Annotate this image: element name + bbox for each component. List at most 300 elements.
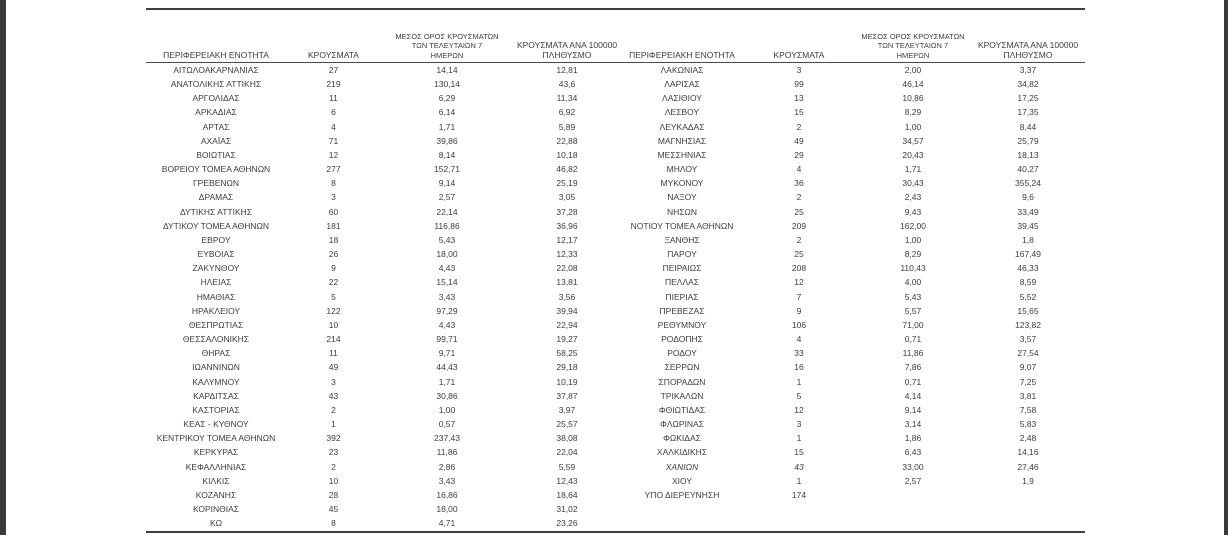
right-per100k-cell: 17,35: [1017, 107, 1039, 118]
left-avg7-cell: 3,43: [438, 291, 456, 302]
right-per100k-cell: 33,49: [1017, 206, 1039, 217]
right-avg7-cell: 9,43: [904, 206, 922, 217]
left-avg7-cell: 152,71: [434, 164, 460, 175]
table-row: [146, 318, 1085, 332]
left-avg7-cell: 237,43: [434, 433, 460, 444]
right-region-cell: ΝΗΣΩΝ: [666, 206, 698, 217]
left-avg7-cell: 2,86: [438, 461, 456, 472]
left-region-cell: ΗΜΑΘΙΑΣ: [196, 291, 236, 302]
right-per100k-cell: 2,48: [1019, 433, 1037, 444]
per100k-header-line2: ΠΛΗΘΥΣΜΟ: [1003, 50, 1053, 60]
left-avg7-cell: 9,71: [438, 348, 456, 359]
left-region-cell: ΚΩ: [209, 518, 223, 529]
left-cases-cell: 9: [331, 263, 336, 274]
table-row: [146, 488, 1085, 502]
avg7-header-line2: ΤΩΝ ΤΕΛΕΥΤΑΙΩΝ 7: [877, 41, 949, 50]
left-cases-cell: 2: [331, 461, 336, 472]
left-avg7-cell: 3,43: [438, 475, 456, 486]
left-region-cell: ΚΑΡΔΙΤΣΑΣ: [193, 390, 239, 401]
left-per100k-cell: 36,96: [556, 220, 578, 231]
right-per100k-cell: 7,25: [1019, 376, 1037, 387]
left-cases-cell: 23: [328, 447, 339, 458]
left-cases-cell: 122: [326, 305, 341, 316]
left-cases-cell: 3: [331, 376, 336, 387]
col-header-per100k-left: [513, 9, 621, 63]
left-avg7-cell: 1,00: [438, 404, 456, 415]
right-region-cell: [621, 502, 743, 516]
left-region-cell: ΕΒΡΟΥ: [201, 234, 231, 245]
left-region-cell: ΕΥΒΟΙΑΣ: [197, 249, 235, 260]
right-cases-cell: 208: [791, 263, 807, 274]
right-region-cell: ΜΑΓΝΗΣΙΑΣ: [657, 135, 707, 146]
col-header-region-left: ΠΕΡΙΦΕΡΕΙΑΚΗ ΕΝΟΤΗΤΑ: [146, 9, 286, 63]
table-row: [146, 346, 1085, 360]
right-avg7-cell: 4,14: [904, 390, 922, 401]
right-avg7-cell: 2,57: [904, 475, 922, 486]
right-cases-cell: 3: [796, 419, 802, 430]
right-region-cell: ΡΟΔΟΥ: [667, 348, 697, 359]
right-avg7-cell: 11,86: [902, 348, 924, 359]
left-region-cell: ΚΟΡΙΝΘΙΑΣ: [192, 504, 240, 515]
right-region-cell: ΝΑΞΟΥ: [667, 192, 697, 203]
left-cases-cell: 71: [328, 135, 339, 146]
left-per100k-cell: 43,6: [558, 79, 576, 89]
right-cases-cell: 15: [794, 447, 804, 458]
right-cases-cell: 13: [794, 93, 804, 104]
right-region-cell: ΥΠΟ ΔΙΕΡΕΥΝΗΣΗ: [644, 489, 720, 500]
right-avg7-cell: 5,57: [904, 305, 922, 316]
left-avg7-cell: 99,71: [436, 334, 458, 345]
right-region-cell: ΜΗΛΟΥ: [666, 164, 698, 175]
left-region-cell: ΗΡΑΚΛΕΙΟΥ: [191, 305, 241, 316]
left-cases-cell: 26: [328, 249, 339, 260]
right-avg7-cell: 9,14: [904, 404, 922, 415]
left-per100k-cell: 3,97: [558, 404, 576, 415]
left-cases-cell: 49: [328, 362, 339, 373]
left-avg7-cell: 16,86: [436, 489, 458, 500]
left-region-cell: ΚΕΝΤΡΙΚΟΥ ΤΟΜΕΑ ΑΘΗΝΩΝ: [156, 433, 276, 444]
left-region-cell: ΘΗΡΑΣ: [201, 348, 231, 359]
per100k-header-line2: ΠΛΗΘΥΣΜΟ: [542, 50, 592, 60]
table-row: [146, 403, 1085, 417]
col-header-per100k-right: [971, 9, 1085, 63]
left-avg7-cell: 18,00: [436, 249, 458, 260]
left-cases-cell: 10: [328, 475, 339, 486]
left-per100k-cell: 5,89: [558, 121, 576, 132]
right-per100k-cell: 1,8: [1022, 234, 1034, 245]
left-cases-cell: 3: [331, 192, 336, 203]
left-per100k-cell: 37,87: [556, 390, 578, 401]
left-region-cell: ΚΕΑΣ - ΚΥΘΝΟΥ: [183, 419, 249, 430]
left-per100k-cell: 6,92: [558, 107, 576, 118]
right-avg7-cell: [855, 502, 971, 516]
right-avg7-cell: 4,00: [904, 277, 922, 288]
left-avg7-cell: 30,86: [436, 390, 458, 401]
left-region-cell: ΑΡΚΑΔΙΑΣ: [195, 107, 237, 118]
left-avg7-cell: 6,29: [438, 93, 456, 104]
left-cases-cell: 4: [331, 121, 336, 132]
right-avg7-cell: 46,14: [902, 79, 924, 89]
table-row: [146, 276, 1085, 290]
left-per100k-cell: 22,08: [556, 263, 578, 274]
right-cases-cell: 4: [796, 334, 802, 345]
left-cases-cell: 22: [328, 277, 339, 288]
left-per100k-cell: 12,43: [556, 475, 578, 486]
left-region-cell: ΒΟΡΕΙΟΥ ΤΟΜΕΑ ΑΘΗΝΩΝ: [161, 164, 271, 175]
right-avg7-cell: 8,29: [904, 249, 922, 260]
right-avg7-cell: 6,43: [904, 447, 922, 458]
left-per100k-cell: 12,33: [556, 249, 578, 260]
right-per100k-cell: 8,59: [1019, 277, 1037, 288]
left-cases-cell: 219: [326, 79, 341, 89]
left-region-cell: ΑΡΓΟΛΙΔΑΣ: [192, 93, 240, 104]
right-per100k-cell: 46,33: [1017, 263, 1039, 274]
table-row: [146, 502, 1085, 516]
left-per100k-cell: 11,34: [556, 93, 578, 104]
right-region-cell: ΦΛΩΡΙΝΑΣ: [660, 419, 704, 430]
right-cases-cell: 16: [794, 362, 804, 373]
left-region-cell: ΚΕΡΚΥΡΑΣ: [193, 447, 239, 458]
right-per100k-cell: [971, 488, 1085, 502]
left-region-cell: ΚΕΦΑΛΛΗΝΙΑΣ: [185, 461, 247, 472]
right-per100k-cell: 3,37: [1019, 64, 1037, 75]
right-region-cell: ΠΡΕΒΕΖΑΣ: [659, 305, 705, 316]
right-cases-cell: 5: [796, 390, 802, 401]
right-per100k-cell: 5,52: [1019, 291, 1037, 302]
right-cases-cell: 99: [794, 79, 804, 89]
left-per100k-cell: 10,19: [556, 376, 578, 387]
left-cases-cell: 5: [331, 291, 336, 302]
right-per100k-cell: 39,45: [1017, 220, 1039, 231]
left-avg7-cell: 22,14: [436, 206, 458, 217]
right-per100k-cell: 15,65: [1017, 305, 1039, 316]
right-region-cell: ΠΕΙΡΑΙΩΣ: [662, 263, 702, 274]
right-region-cell: ΡΟΔΟΠΗΣ: [661, 334, 703, 345]
right-avg7-cell: 33,00: [902, 461, 924, 472]
right-per100k-cell: 3,81: [1019, 390, 1037, 401]
right-cases-cell: 9: [796, 305, 802, 316]
right-per100k-cell: 9,6: [1022, 192, 1034, 203]
left-region-cell: ΓΡΕΒΕΝΩΝ: [193, 178, 239, 189]
left-region-cell: ΑΙΤΩΛΟΑΚΑΡΝΑΝΙΑΣ: [173, 64, 259, 75]
right-region-cell: ΦΩΚΙΔΑΣ: [663, 433, 701, 444]
right-avg7-cell: 34,57: [902, 135, 924, 146]
table-row: [146, 375, 1085, 389]
left-per100k-cell: 46,82: [556, 164, 578, 175]
left-per100k-cell: 22,88: [556, 135, 578, 146]
right-region-cell: ΧΑΝΙΩΝ: [665, 461, 699, 472]
left-region-cell: ΘΕΣΠΡΩΤΙΑΣ: [188, 319, 244, 330]
right-region-cell: ΛΕΣΒΟΥ: [664, 107, 700, 118]
per100k-header-line1: ΚΡΟΥΣΜΑΤΑ ΑΝΑ 100000: [516, 40, 618, 50]
left-region-cell: ΒΟΙΩΤΙΑΣ: [196, 149, 236, 160]
left-per100k-cell: 22,04: [556, 447, 578, 458]
table-row: [146, 431, 1085, 445]
col-header-region-right: ΠΕΡΙΦΕΡΕΙΑΚΗ ΕΝΟΤΗΤΑ: [621, 9, 743, 63]
left-avg7-cell: 15,14: [436, 277, 458, 288]
left-cases-cell: 11: [329, 93, 338, 104]
right-avg7-cell: 71,00: [902, 319, 924, 330]
right-avg7-cell: 3,14: [904, 419, 922, 430]
right-cases-cell: 1: [796, 475, 802, 486]
col-header-avg7-right: [855, 9, 971, 63]
left-region-cell: ΚΟΖΑΝΗΣ: [195, 489, 237, 500]
right-cases-cell: 1: [796, 376, 802, 387]
table-body: [146, 63, 1085, 532]
left-cases-cell: 12: [328, 149, 339, 160]
right-per100k-cell: 3,57: [1019, 334, 1037, 345]
right-cases-cell: 2: [796, 234, 802, 245]
left-per100k-cell: 19,27: [556, 334, 578, 345]
left-avg7-cell: 4,71: [438, 518, 456, 529]
right-cases-cell: 174: [791, 489, 807, 500]
right-per100k-cell: 27,54: [1017, 348, 1039, 359]
right-region-cell: ΤΡΙΚΑΛΩΝ: [660, 390, 704, 401]
right-region-cell: ΝΟΤΙΟΥ ΤΟΜΕΑ ΑΘΗΝΩΝ: [630, 220, 734, 231]
left-avg7-cell: 0,57: [438, 419, 456, 430]
left-per100k-cell: 25,57: [556, 419, 578, 430]
left-avg7-cell: 39,86: [436, 135, 458, 146]
left-avg7-cell: 14,14: [436, 64, 458, 75]
left-region-cell: ΗΛΕΙΑΣ: [200, 277, 232, 288]
right-avg7-cell: 0,71: [904, 376, 922, 387]
right-avg7-cell: 5,43: [904, 291, 922, 302]
table-row: [146, 361, 1085, 375]
right-avg7-cell: 10,86: [902, 93, 924, 104]
left-avg7-cell: 1,71: [438, 121, 456, 132]
right-region-cell: ΜΥΚΟΝΟΥ: [660, 178, 704, 189]
right-per100k-cell: 9,07: [1019, 362, 1037, 373]
right-avg7-cell: 30,43: [902, 178, 924, 189]
regional-cases-table: [146, 8, 1085, 533]
right-per100k-cell: 8,44: [1019, 121, 1037, 132]
left-avg7-cell: 5,43: [438, 234, 456, 245]
left-region-cell: ΔΥΤΙΚΟΥ ΤΟΜΕΑ ΑΘΗΝΩΝ: [162, 220, 270, 231]
right-per100k-cell: 14,16: [1017, 447, 1039, 458]
left-avg7-cell: 6,14: [438, 107, 456, 118]
left-region-cell: ΔΡΑΜΑΣ: [198, 192, 234, 203]
table-row: [146, 233, 1085, 247]
table-row: [146, 91, 1085, 105]
right-avg7-cell: 1,00: [904, 234, 922, 245]
left-avg7-cell: 11,86: [436, 447, 458, 458]
right-avg7-cell: 1,86: [904, 433, 922, 444]
right-per100k-cell: 17,25: [1017, 93, 1039, 104]
right-cases-cell: 43: [794, 461, 804, 472]
table-row: [146, 120, 1085, 134]
right-per100k-cell: [971, 502, 1085, 516]
right-cases-cell: 106: [791, 319, 807, 330]
left-avg7-cell: 9,14: [438, 178, 456, 189]
avg7-header-line3: ΗΜΕΡΩΝ: [430, 50, 464, 60]
left-region-cell: ΙΩΑΝΝΙΝΩΝ: [192, 362, 240, 373]
right-per100k-cell: 7,58: [1019, 404, 1037, 415]
table-row: [146, 304, 1085, 318]
left-window-edge: [0, 0, 6, 535]
left-avg7-cell: 4,43: [438, 263, 456, 274]
table-row: [146, 474, 1085, 488]
right-avg7-cell: 110,43: [900, 263, 926, 274]
right-cases-cell: 29: [794, 149, 804, 160]
right-per100k-cell: 167,49: [1015, 249, 1041, 260]
left-per100k-cell: 3,56: [558, 291, 576, 302]
table-row: [146, 77, 1085, 91]
right-per100k-cell: 18,13: [1017, 149, 1039, 160]
left-per100k-cell: 18,64: [556, 489, 578, 500]
left-region-cell: ΚΑΛΥΜΝΟΥ: [192, 376, 240, 387]
left-per100k-cell: 37,28: [556, 206, 578, 217]
left-per100k-cell: 25,19: [556, 178, 578, 189]
table-row: [146, 191, 1085, 205]
right-per100k-cell: [971, 517, 1085, 532]
right-cases-cell: 12: [794, 404, 804, 415]
right-cases-cell: 25: [794, 206, 804, 217]
per100k-header-line1: ΚΡΟΥΣΜΑΤΑ ΑΝΑ 100000: [977, 40, 1079, 50]
right-region-cell: ΛΑΡΙΣΑΣ: [664, 79, 700, 89]
right-region-cell: [621, 517, 743, 532]
left-avg7-cell: 44,43: [436, 362, 458, 373]
right-avg7-cell: 20,43: [902, 149, 924, 160]
left-avg7-cell: 18,00: [436, 504, 458, 515]
col-header-avg7-left: [381, 9, 513, 63]
left-cases-cell: 60: [328, 206, 339, 217]
left-per100k-cell: 58,25: [556, 348, 578, 359]
right-per100k-cell: 27,46: [1017, 461, 1039, 472]
avg7-header-line1: ΜΕΣΟΣ ΟΡΟΣ ΚΡΟΥΣΜΑΤΩΝ: [395, 31, 499, 41]
right-region-cell: ΧΑΛΚΙΔΙΚΗΣ: [656, 447, 708, 458]
left-cases-cell: 6: [331, 107, 336, 118]
table-row: [146, 205, 1085, 219]
left-avg7-cell: 130,14: [434, 79, 460, 89]
left-per100k-cell: 22,94: [556, 319, 578, 330]
table-row: [146, 332, 1085, 346]
left-avg7-cell: 116,86: [434, 220, 460, 231]
table-row: [146, 417, 1085, 431]
right-per100k-cell: 34,82: [1017, 79, 1039, 89]
right-region-cell: ΣΕΡΡΩΝ: [664, 362, 700, 373]
right-per100k-cell: 1,9: [1022, 475, 1034, 486]
left-per100k-cell: 38,08: [556, 433, 578, 444]
table-row: [146, 290, 1085, 304]
right-avg7-cell: 8,29: [904, 107, 922, 118]
left-cases-cell: 8: [331, 178, 336, 189]
right-cases-cell: 3: [796, 64, 802, 75]
left-cases-cell: 2: [331, 404, 336, 415]
table-row: [146, 446, 1085, 460]
right-region-cell: ΧΙΟΥ: [671, 475, 693, 486]
table-row: [146, 134, 1085, 148]
table-row: [146, 162, 1085, 176]
left-region-cell: ΑΡΤΑΣ: [202, 121, 230, 132]
right-cases-cell: 2: [796, 121, 802, 132]
left-cases-cell: 18: [328, 234, 339, 245]
left-cases-cell: 27: [328, 64, 339, 75]
right-avg7-cell: 2,00: [904, 64, 922, 75]
right-cases-cell: 7: [796, 291, 802, 302]
left-cases-cell: 11: [329, 348, 338, 359]
left-region-cell: ΑΝΑΤΟΛΙΚΗΣ ΑΤΤΙΚΗΣ: [170, 79, 262, 89]
left-per100k-cell: 5,59: [558, 461, 576, 472]
left-cases-cell: 392: [326, 433, 341, 444]
right-per100k-cell: 355,24: [1015, 178, 1041, 189]
left-cases-cell: 10: [328, 319, 339, 330]
right-per100k-cell: 25,79: [1017, 135, 1039, 146]
table-row: [146, 261, 1085, 275]
left-cases-cell: 181: [326, 220, 341, 231]
right-region-cell: ΣΠΟΡΑΔΩΝ: [658, 376, 706, 387]
right-region-cell: ΠΑΡΟΥ: [667, 249, 697, 260]
left-cases-cell: 277: [326, 164, 341, 175]
right-cases-cell: [743, 517, 855, 532]
right-per100k-cell: 40,27: [1017, 164, 1039, 175]
left-cases-cell: 43: [328, 390, 339, 401]
right-cases-cell: 33: [794, 348, 804, 359]
left-per100k-cell: 12,81: [556, 64, 578, 75]
left-cases-cell: 28: [328, 489, 339, 500]
right-cases-cell: 25: [794, 249, 804, 260]
table-row: [146, 219, 1085, 233]
left-per100k-cell: 3,05: [558, 192, 576, 203]
left-per100k-cell: 31,02: [556, 504, 578, 515]
table-row: [146, 517, 1085, 532]
right-region-cell: ΦΘΙΩΤΙΔΑΣ: [658, 404, 706, 415]
left-per100k-cell: 23,26: [556, 518, 578, 529]
left-avg7-cell: 4,43: [438, 319, 456, 330]
right-region-cell: ΛΑΣΙΘΙΟΥ: [662, 93, 702, 104]
left-region-cell: ΘΕΣΣΑΛΟΝΙΚΗΣ: [182, 334, 250, 345]
right-cases-cell: 15: [794, 107, 804, 118]
right-avg7-cell: 162,00: [900, 220, 926, 231]
left-cases-cell: 8: [331, 518, 336, 529]
left-per100k-cell: 10,18: [556, 149, 578, 160]
right-window-edge: [1224, 0, 1228, 535]
table-row: [146, 106, 1085, 120]
right-per100k-cell: 5,83: [1019, 419, 1037, 430]
table-row: [146, 176, 1085, 190]
left-avg7-cell: 97,29: [436, 305, 458, 316]
table-row: [146, 389, 1085, 403]
right-cases-cell: 2: [796, 192, 802, 203]
right-avg7-cell: 1,00: [904, 121, 922, 132]
left-region-cell: ΑΧΑΪΑΣ: [200, 135, 232, 146]
header-row: [146, 9, 1085, 63]
avg7-header-line2: ΤΩΝ ΤΕΛΕΥΤΑΙΩΝ 7: [411, 41, 483, 50]
left-cases-cell: 1: [331, 419, 336, 430]
right-region-cell: ΡΕΘΥΜΝΟΥ: [657, 319, 707, 330]
right-avg7-cell: 1,71: [904, 164, 922, 175]
right-region-cell: ΠΙΕΡΙΑΣ: [665, 291, 699, 302]
right-cases-cell: 1: [796, 433, 802, 444]
table-row: [146, 460, 1085, 474]
left-avg7-cell: 1,71: [438, 376, 456, 387]
left-region-cell: ΚΑΣΤΟΡΙΑΣ: [192, 404, 240, 415]
right-per100k-cell: 123,82: [1015, 319, 1041, 330]
left-avg7-cell: 8,14: [438, 149, 456, 160]
right-cases-cell: 12: [794, 277, 804, 288]
right-region-cell: ΠΕΛΛΑΣ: [664, 277, 700, 288]
table-row: [146, 247, 1085, 261]
table-header: [146, 9, 1085, 63]
left-region-cell: ΖΑΚΥΝΘΟΥ: [192, 263, 240, 274]
table-row: [146, 148, 1085, 162]
right-avg7-cell: 0,71: [904, 334, 922, 345]
right-avg7-cell: [855, 488, 971, 502]
left-region-cell: ΚΙΛΚΙΣ: [202, 475, 230, 486]
left-cases-cell: 45: [328, 504, 339, 515]
left-per100k-cell: 29,18: [556, 362, 578, 373]
avg7-header-line3: ΗΜΕΡΩΝ: [896, 50, 930, 60]
right-region-cell: ΞΑΝΘΗΣ: [664, 234, 700, 245]
